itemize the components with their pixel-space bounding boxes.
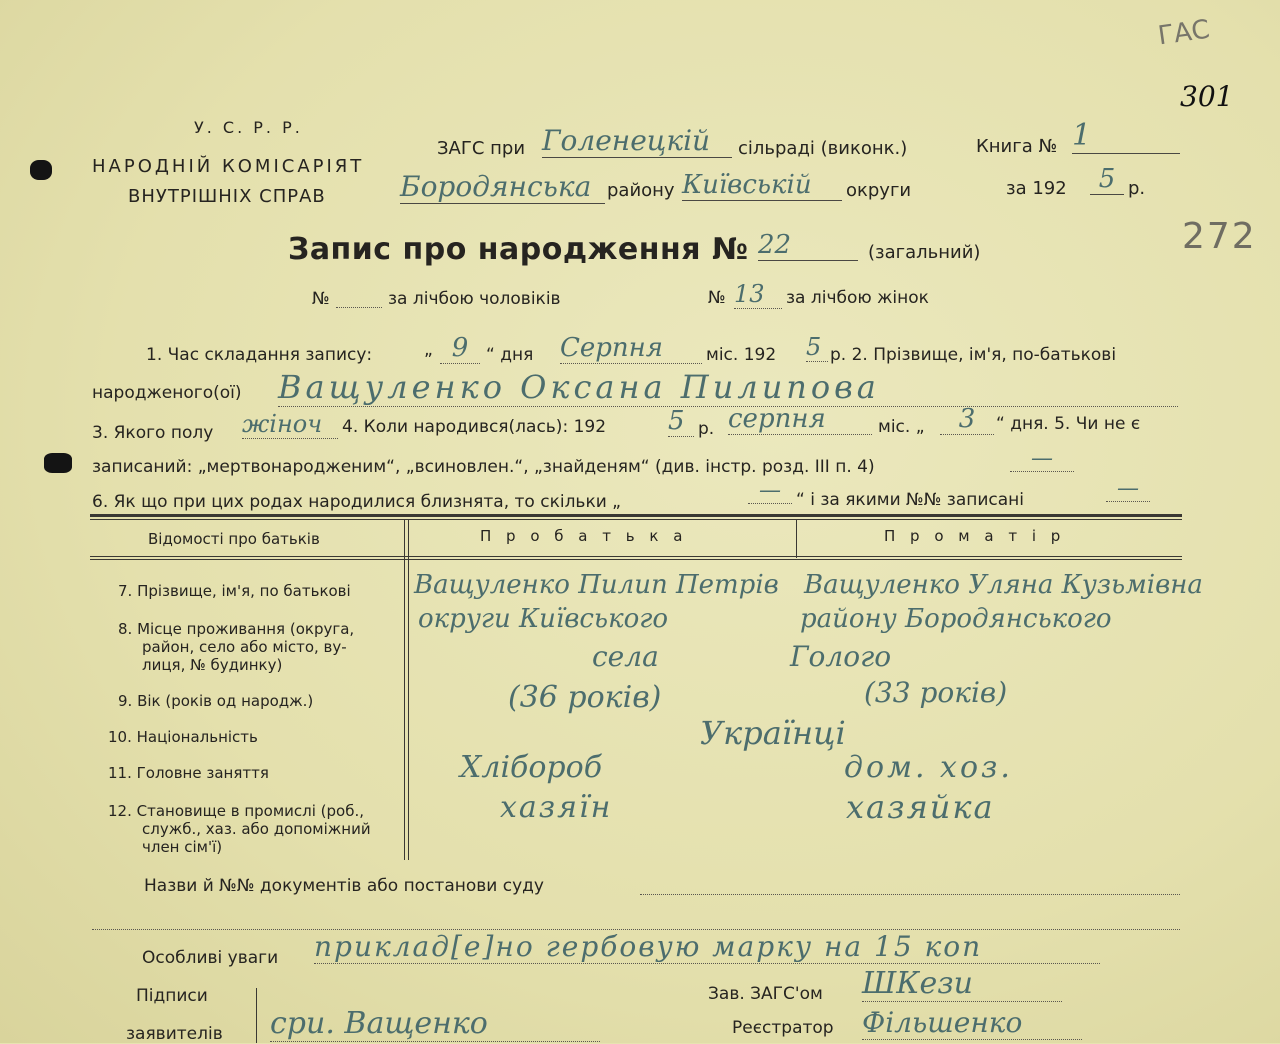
field5-value: — <box>1010 446 1074 472</box>
field5-label: записаний: „мертвонародженим“, „всиновлен.“, „знайденям“ (див. інстр. розд. III п. 4) <box>92 457 875 477</box>
raion-label: району <box>607 180 675 201</box>
twins-numbers: — <box>1106 476 1150 502</box>
field1-year: 5 <box>806 333 828 362</box>
field1-day: 9 <box>440 333 480 364</box>
birth-day: 3 <box>940 404 994 435</box>
book-label: Книга № <box>976 136 1058 157</box>
table-top-rule <box>90 514 1182 517</box>
signature-bracket <box>256 988 257 1043</box>
raion-name: Бородянська <box>400 170 605 204</box>
father-age: (36 років) <box>508 680 662 715</box>
field6-label: 6. Як що при цих родах народилися близнята, то скільки „ <box>92 492 621 512</box>
birth-month: серпня <box>728 404 872 435</box>
father-residence-village: села <box>592 640 659 673</box>
field3-label: 3. Якого полу <box>92 423 214 443</box>
folio-number-pencil: 272 <box>1182 216 1257 257</box>
col-header-mother: П р о м а т і р <box>884 527 1066 545</box>
record-title: Запис про народження № <box>288 232 749 267</box>
row-label-residence: 8. Місце проживання (округа, <box>118 620 355 638</box>
field1-month-suffix: міс. 192 <box>706 345 777 365</box>
mother-name: Ващуленко Уляна Кузьмівна <box>804 570 1203 600</box>
table-col-divider <box>796 520 797 558</box>
row-label-residence: район, село або місто, ву- <box>142 638 347 656</box>
signatures-label-2: заявителів <box>126 1024 223 1044</box>
book-number: 1 <box>1072 118 1180 154</box>
col-header-father: П р о б а т ь к а <box>480 527 688 545</box>
child-sex: жіноч <box>242 410 338 439</box>
table-header-rule <box>90 556 1182 557</box>
women-count-label: за лічбою жінок <box>786 288 929 308</box>
zags-head-signature: ШКези <box>862 966 1062 1002</box>
field1-quote: „ <box>424 340 433 360</box>
binding-hole-mark <box>30 160 52 180</box>
field5-header: “ дня. 5. Чи не є <box>996 414 1141 434</box>
men-no-label: № <box>312 289 330 309</box>
father-residence: округи Київського <box>418 604 669 634</box>
child-full-name: Ващуленко Оксана Пилипова <box>278 368 1178 407</box>
row-label-status: служб., хаз. або допоміжний <box>142 820 371 838</box>
commissariat-line1: НАРОДНІЙ КОМІСАРІЯТ <box>92 156 365 177</box>
mother-residence: району Бородянського <box>800 604 1112 634</box>
mother-occupation: дом. хоз. <box>844 750 1013 785</box>
birth-month-suffix: міс. „ <box>878 417 925 437</box>
field2-header: р. 2. Прізвище, ім'я, по-батькові <box>830 345 1117 365</box>
row-label-residence: лиця, № будинку) <box>142 656 283 674</box>
father-status: хазяїн <box>500 790 613 825</box>
row-label-age: 9. Вік (років од народж.) <box>118 692 314 710</box>
table-col-divider <box>404 520 405 860</box>
year-label: за 192 <box>1006 178 1067 199</box>
mother-status: хазяйка <box>846 788 995 826</box>
men-number-blank <box>336 306 382 308</box>
binding-hole-mark <box>44 453 72 473</box>
okruha-label: округи <box>846 180 912 201</box>
notes-label: Особливі уваги <box>142 948 279 968</box>
table-col-divider <box>408 520 409 860</box>
mother-nationality: Українці <box>700 714 846 752</box>
table-top-rule-thin <box>90 519 1182 520</box>
registrar-label: Реєстратор <box>732 1018 834 1038</box>
documents-label: Назви й №№ документів або постанови суду <box>144 876 544 896</box>
field1-label: 1. Час складання запису: <box>146 345 373 365</box>
birth-year-suffix: р. <box>698 419 715 439</box>
table-header-rule-thin <box>90 559 1182 560</box>
village-name: Голенецкій <box>542 124 732 158</box>
row-label-occupation: 11. Головне заняття <box>108 764 269 782</box>
applicant-signature: сри. Ващенко <box>270 1006 600 1042</box>
registrar-signature: Фільшенко <box>862 1006 1082 1040</box>
year-digit: 5 <box>1090 164 1124 195</box>
field1-day-suffix: “ дня <box>486 345 534 365</box>
record-general-label: (загальний) <box>868 242 981 263</box>
field2-label: народженого(ої) <box>92 383 242 403</box>
commissariat-line2: ВНУТРІШНІХ СПРАВ <box>128 186 326 207</box>
zags-head-label: Зав. ЗАГС'ом <box>708 984 823 1004</box>
birth-year: 5 <box>668 406 694 437</box>
women-number: 13 <box>734 280 782 309</box>
field6-mid: “ і за якими №№ записані <box>796 490 1025 510</box>
zags-suffix: сільраді (виконк.) <box>738 138 908 159</box>
father-occupation: Хлібороб <box>460 750 603 785</box>
okruha-name: Київській <box>682 170 842 201</box>
row-label-name: 7. Прізвище, ім'я, по батькові <box>118 582 351 600</box>
row-label-nationality: 10. Національність <box>108 728 258 746</box>
field4-label: 4. Коли народився(лась): 192 <box>342 417 607 437</box>
signatures-label: Підписи <box>136 986 208 1006</box>
record-number: 22 <box>758 230 858 261</box>
col-header-parents: Відомості про батьків <box>148 530 320 548</box>
row-label-status: член сім'ї) <box>142 838 223 856</box>
mother-residence-village: Голого <box>790 640 892 673</box>
documents-blank <box>640 893 1180 895</box>
twins-count: — <box>748 478 792 504</box>
stamp-mark: ГАС <box>1156 14 1212 52</box>
year-suffix: р. <box>1128 178 1146 199</box>
notes-text: приклад[е]но гербовую марку на 15 коп <box>314 930 1100 964</box>
father-name: Ващуленко Пилип Петрів <box>414 570 779 600</box>
field1-month: Серпня <box>560 333 702 364</box>
ussr-label: У. С. Р. Р. <box>194 118 303 137</box>
zags-prefix: ЗАГС при <box>437 138 526 159</box>
women-no-label: № <box>708 288 726 308</box>
folio-number-ink: 301 <box>1180 80 1234 113</box>
row-label-status: 12. Становище в промислі (роб., <box>108 802 365 820</box>
men-count-label: за лічбою чоловіків <box>388 289 561 309</box>
mother-age: (33 років) <box>864 676 1008 709</box>
